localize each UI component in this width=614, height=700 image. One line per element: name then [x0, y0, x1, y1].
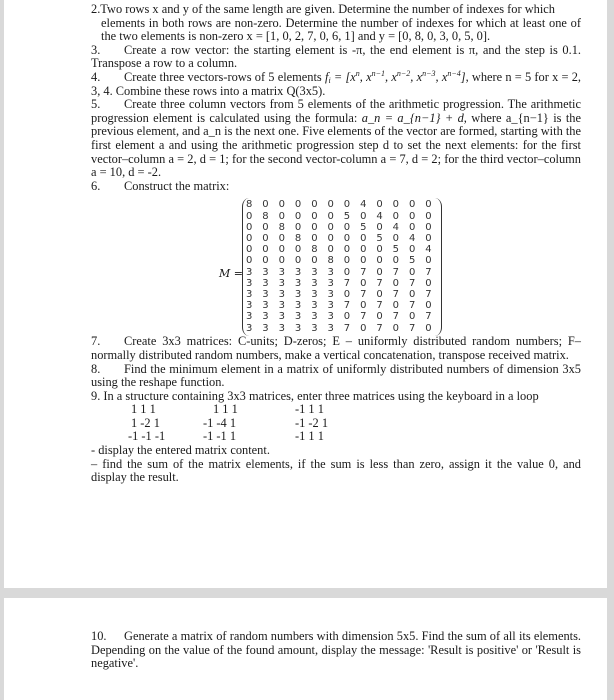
- matrix-cell: 8: [246, 199, 253, 211]
- matrix-cell: 0: [392, 322, 400, 334]
- task-number: 4.: [91, 69, 101, 84]
- matrix-cell: 0: [392, 232, 400, 244]
- matrix-cell: 0: [262, 199, 269, 211]
- task-2-first-line: 2.Two rows x and y of the same length are given. Determine the number of indexes for which: [91, 2, 555, 16]
- matrix-cell: 0: [262, 255, 269, 267]
- matrix-m: [91, 195, 581, 335]
- task-6-text: Construct the matrix:: [124, 178, 230, 193]
- matrix-cell: 0: [246, 244, 253, 256]
- power: n: [355, 68, 360, 78]
- task-number: 8.: [91, 361, 101, 376]
- task-6: [91, 180, 581, 194]
- matrix-cell: 7: [408, 300, 416, 312]
- task-3: [91, 44, 581, 71]
- matrix-cell: 0: [408, 266, 416, 278]
- matrix-cell: 0: [294, 221, 302, 233]
- matrix-cell: 3: [327, 322, 334, 334]
- matrix-cell: 5: [360, 221, 367, 233]
- matrix-cell: 8: [294, 232, 302, 244]
- matrix-1-row-1: 1 1 1: [131, 402, 156, 417]
- matrix-cell: 4: [408, 232, 416, 244]
- matrix-cell: 3: [327, 266, 334, 278]
- matrix-cell: 3: [294, 266, 302, 278]
- matrix-cell: 3: [262, 277, 269, 289]
- matrix-cell: 0: [311, 232, 318, 244]
- matrix-cell: 0: [327, 210, 334, 222]
- matrix-cell: 0: [327, 199, 334, 211]
- matrix-cell: 3: [311, 266, 318, 278]
- matrix-cell: 0: [425, 210, 432, 222]
- matrix-cell: 0: [246, 255, 253, 267]
- matrix-cell: 4: [376, 210, 383, 222]
- matrix-cell: 7: [392, 288, 400, 300]
- matrix-cell: 3: [262, 322, 269, 334]
- matrix-cell: 0: [392, 199, 400, 211]
- matrix-cell: 3: [294, 322, 302, 334]
- matrix-cell: 0: [343, 255, 351, 267]
- matrix-cell: 7: [392, 266, 400, 278]
- task-7-text: Create 3x3 matrices: C-units; D-zeros; E – uniformly distributed random numbers; F– normally distributed random numbers, make a vertical concatenation, transpose received matrix.: [91, 334, 581, 362]
- matrix-cell: 4: [360, 199, 367, 211]
- task-number: 6.: [91, 178, 101, 193]
- matrix-cell: 0: [360, 210, 367, 222]
- matrix-cell: 3: [262, 311, 269, 323]
- matrix-cell: 3: [278, 300, 285, 312]
- matrix-cell: 0: [425, 322, 432, 334]
- matrix-cell: 0: [425, 199, 432, 211]
- matrix-grid: [246, 199, 442, 333]
- task-10-text: Generate a matrix of random numbers with dimension 5x5. Find the sum of all its elements. Depending on the value of the found amount, display the message: 'Result is positive' or 'Result is negative'.: [91, 629, 581, 671]
- matrix-3-row-3: -1 1 1: [295, 429, 324, 444]
- matrix-cell: 3: [262, 266, 269, 278]
- matrix-cell: 5: [408, 255, 416, 267]
- task-number: 7.: [91, 334, 101, 349]
- matrix-cell: 0: [262, 221, 269, 233]
- matrix-cell: 8: [311, 244, 318, 256]
- matrix-3-row-1: -1 1 1: [295, 402, 324, 417]
- matrix-cell: 0: [311, 221, 318, 233]
- matrix-cell: 5: [392, 244, 400, 256]
- matrix-cell: 0: [425, 277, 432, 289]
- matrix-cell: 0: [360, 300, 367, 312]
- matrix-cell: 0: [311, 255, 318, 267]
- power: n−4: [447, 68, 461, 78]
- matrix-3-row-2: -1 -2 1: [295, 415, 329, 430]
- matrix-cell: 4: [392, 221, 400, 233]
- power: n−3: [422, 68, 436, 78]
- matrix-cell: 0: [278, 210, 285, 222]
- power: n−1: [371, 68, 386, 78]
- matrix-cell: 3: [311, 311, 318, 323]
- matrix-1-row-3: -1 -1 -1: [128, 429, 166, 444]
- matrix-cell: 7: [360, 311, 367, 323]
- matrix-cell: 0: [311, 210, 318, 222]
- keyboard-matrices: [91, 403, 581, 444]
- matrix-cell: 3: [262, 288, 269, 300]
- matrix-cell: 0: [278, 244, 285, 256]
- formula-arithmetic-progression: a_n = a_{n−1} + d: [361, 110, 464, 125]
- matrix-cell: 0: [343, 244, 351, 256]
- matrix-cell: 0: [392, 300, 400, 312]
- matrix-cell: 0: [294, 210, 302, 222]
- matrix-cell: 0: [343, 221, 351, 233]
- matrix-cell: 0: [327, 244, 334, 256]
- matrix-cell: 0: [376, 266, 383, 278]
- matrix-cell: 0: [343, 311, 351, 323]
- matrix-cell: 7: [343, 322, 351, 334]
- matrix-cell: 7: [376, 322, 383, 334]
- matrix-cell: 0: [246, 210, 253, 222]
- matrix-cell: 7: [376, 277, 383, 289]
- formula-symbol: f: [324, 69, 329, 84]
- matrix-cell: 4: [425, 244, 432, 256]
- matrix-cell: 0: [327, 232, 334, 244]
- matrix-cell: 3: [327, 311, 334, 323]
- matrix-2-row-2: -1 -4 1: [203, 415, 237, 430]
- matrix-cell: 7: [343, 300, 351, 312]
- task-8: [91, 363, 581, 390]
- matrix-cell: 0: [278, 232, 285, 244]
- matrix-cell: 3: [278, 311, 285, 323]
- task-10: [91, 630, 581, 671]
- matrix-cell: 3: [294, 277, 302, 289]
- task-2-text: elements in both rows are non-zero. Determine the number of indexes for which at least one of the two elements is non-zero x = [1, 0, 2, 7, 0, 6, 1] and y = [0, 8, 0, 3, 0, 5, 0].: [101, 15, 581, 44]
- matrix-cell: 3: [311, 322, 318, 334]
- matrix-cell: 0: [425, 232, 432, 244]
- matrix-cell: 0: [360, 277, 367, 289]
- matrix-cell: 3: [327, 277, 334, 289]
- matrix-cell: 3: [246, 311, 253, 323]
- task-9-bullet-1: - display the entered matrix content.: [91, 443, 270, 458]
- matrix-cell: 3: [246, 266, 253, 278]
- matrix-cell: 0: [408, 199, 416, 211]
- matrix-cell: 0: [425, 255, 432, 267]
- matrix-2-row-1: 1 1 1: [213, 402, 238, 417]
- matrix-cell: 3: [294, 288, 302, 300]
- matrix-cell: 0: [392, 210, 400, 222]
- matrix-cell: 3: [246, 288, 253, 300]
- matrix-cell: 3: [327, 300, 334, 312]
- formula-f: $f_i = [x^n$, $x^{n-1}$, $x^{n-2}$, $x^{n-3}$, $x^{n-4}$]: [324, 68, 466, 85]
- matrix-cell: 0: [376, 199, 383, 211]
- task-5: [91, 98, 581, 180]
- matrix-cell: 0: [360, 255, 367, 267]
- matrix-cell: 5: [376, 232, 383, 244]
- matrix-cell: 3: [294, 311, 302, 323]
- matrix-cell: 0: [392, 277, 400, 289]
- matrix-cell: 0: [278, 255, 285, 267]
- matrix-cell: 7: [425, 288, 432, 300]
- matrix-cell: 3: [311, 277, 318, 289]
- matrix-cell: 0: [425, 221, 432, 233]
- matrix-cell: 3: [311, 300, 318, 312]
- task-4-text: Create three vectors-rows of 5 elements: [124, 69, 325, 84]
- task-9-bullet-2: – find the sum of the matrix elements, if the sum is less than zero, assign it the value 0, and display the result.: [91, 456, 581, 485]
- matrix-cell: 0: [294, 255, 302, 267]
- task-2: [91, 3, 581, 44]
- matrix-cell: 0: [408, 210, 416, 222]
- matrix-cell: 0: [408, 311, 416, 323]
- task-5-text-tail: , where a_{n−1} is the previous element, and a_n is the next one. Five elements of the vector are formed, starting with the first element a and using the arithmetic progression step d to set the next elements: for the first vector–column a = 2, d = 1; for the second vector-column a = 7, d = 2; for the third vector–column a = 10, d = -2.: [91, 110, 581, 180]
- task-7: [91, 335, 581, 362]
- matrix-cell: 7: [425, 311, 432, 323]
- matrix-2-row-3: -1 -1 1: [203, 429, 237, 444]
- matrix-cell: 8: [327, 255, 334, 267]
- matrix-cell: 0: [376, 221, 383, 233]
- matrix-cell: 5: [343, 210, 351, 222]
- matrix-1-row-2: 1 -2 1: [131, 415, 160, 430]
- task-8-text: Find the minimum element in a matrix of uniformly distributed numbers of dimension 3x5 using the reshape function.: [91, 361, 581, 390]
- matrix-cell: 0: [376, 311, 383, 323]
- power: n−2: [396, 68, 411, 78]
- matrix-cell: 0: [408, 221, 416, 233]
- page-content: [91, 630, 581, 671]
- matrix-cell: 3: [278, 266, 285, 278]
- matrix-cell: 0: [376, 244, 383, 256]
- matrix-cell: 0: [392, 255, 400, 267]
- matrix-cell: 3: [278, 288, 285, 300]
- matrix-cell: 8: [278, 221, 285, 233]
- matrix-cell: 0: [360, 232, 367, 244]
- matrix-cell: 7: [392, 311, 400, 323]
- matrix-cell: 0: [360, 322, 367, 334]
- matrix-cell: 0: [408, 244, 416, 256]
- matrix-cell: 3: [327, 288, 334, 300]
- matrix-cell: 0: [327, 221, 334, 233]
- matrix-cell: 3: [246, 300, 253, 312]
- document-page-2: [4, 598, 607, 700]
- matrix-cell: 0: [376, 255, 383, 267]
- task-number: 3.: [91, 42, 101, 57]
- matrix-cell: 3: [262, 300, 269, 312]
- task-9: [91, 390, 581, 404]
- task-4: [91, 68, 581, 98]
- document-page-1: [4, 0, 607, 588]
- matrix-cell: 7: [376, 300, 383, 312]
- matrix-cell: 8: [262, 210, 269, 222]
- matrix-cell: 0: [343, 288, 351, 300]
- matrix-cell: 0: [376, 288, 383, 300]
- matrix-cell: 7: [408, 277, 416, 289]
- matrix-cell: 7: [360, 288, 367, 300]
- matrix-cell: 7: [425, 266, 432, 278]
- matrix-cell: 3: [278, 277, 285, 289]
- matrix-cell: 0: [246, 232, 253, 244]
- matrix-cell: 0: [343, 199, 351, 211]
- matrix-cell: 0: [408, 288, 416, 300]
- matrix-cell: 7: [343, 277, 351, 289]
- matrix-label: M =: [219, 267, 243, 281]
- matrix-cell: 0: [425, 300, 432, 312]
- matrix-cell: 0: [343, 266, 351, 278]
- formula-subscript: i: [328, 75, 331, 85]
- matrix-cell: 0: [360, 244, 367, 256]
- task-9-text: 9. In a structure containing 3x3 matrices, enter three matrices using the keyboard in a loop: [91, 388, 539, 403]
- task-4-text-tail: , where n = 5 for x = 2, 3, 4. Combine these rows into a matrix Q(3x5).: [91, 69, 581, 98]
- page-content: [91, 3, 581, 485]
- task-number: 10.: [91, 629, 107, 643]
- matrix-cell: 0: [278, 199, 285, 211]
- task-5-text: Create three column vectors from 5 elements of the arithmetic progression. The arithmetic progression element is calculated using the formula:: [91, 97, 581, 125]
- matrix-cell: 3: [246, 322, 253, 334]
- matrix-cell: 3: [246, 277, 253, 289]
- matrix-cell: 0: [246, 221, 253, 233]
- matrix-cell: 7: [360, 266, 367, 278]
- matrix-cell: 0: [262, 232, 269, 244]
- matrix-cell: 3: [294, 300, 302, 312]
- matrix-cell: 0: [262, 244, 269, 256]
- matrix-cell: 3: [311, 288, 318, 300]
- task-3-text: Create a row vector: the starting element is -π, the end element is π, and the step is 0.1. Transpose a row to a column.: [91, 42, 581, 71]
- matrix-cell: 7: [408, 322, 416, 334]
- matrix-cell: 0: [343, 232, 351, 244]
- matrix-cell: 0: [294, 244, 302, 256]
- matrix-cell: 0: [311, 199, 318, 211]
- matrix-cell: 3: [278, 322, 285, 334]
- matrix-cell: 0: [294, 199, 302, 211]
- formula-text: = [x: [330, 69, 356, 84]
- task-number: 5.: [91, 97, 101, 112]
